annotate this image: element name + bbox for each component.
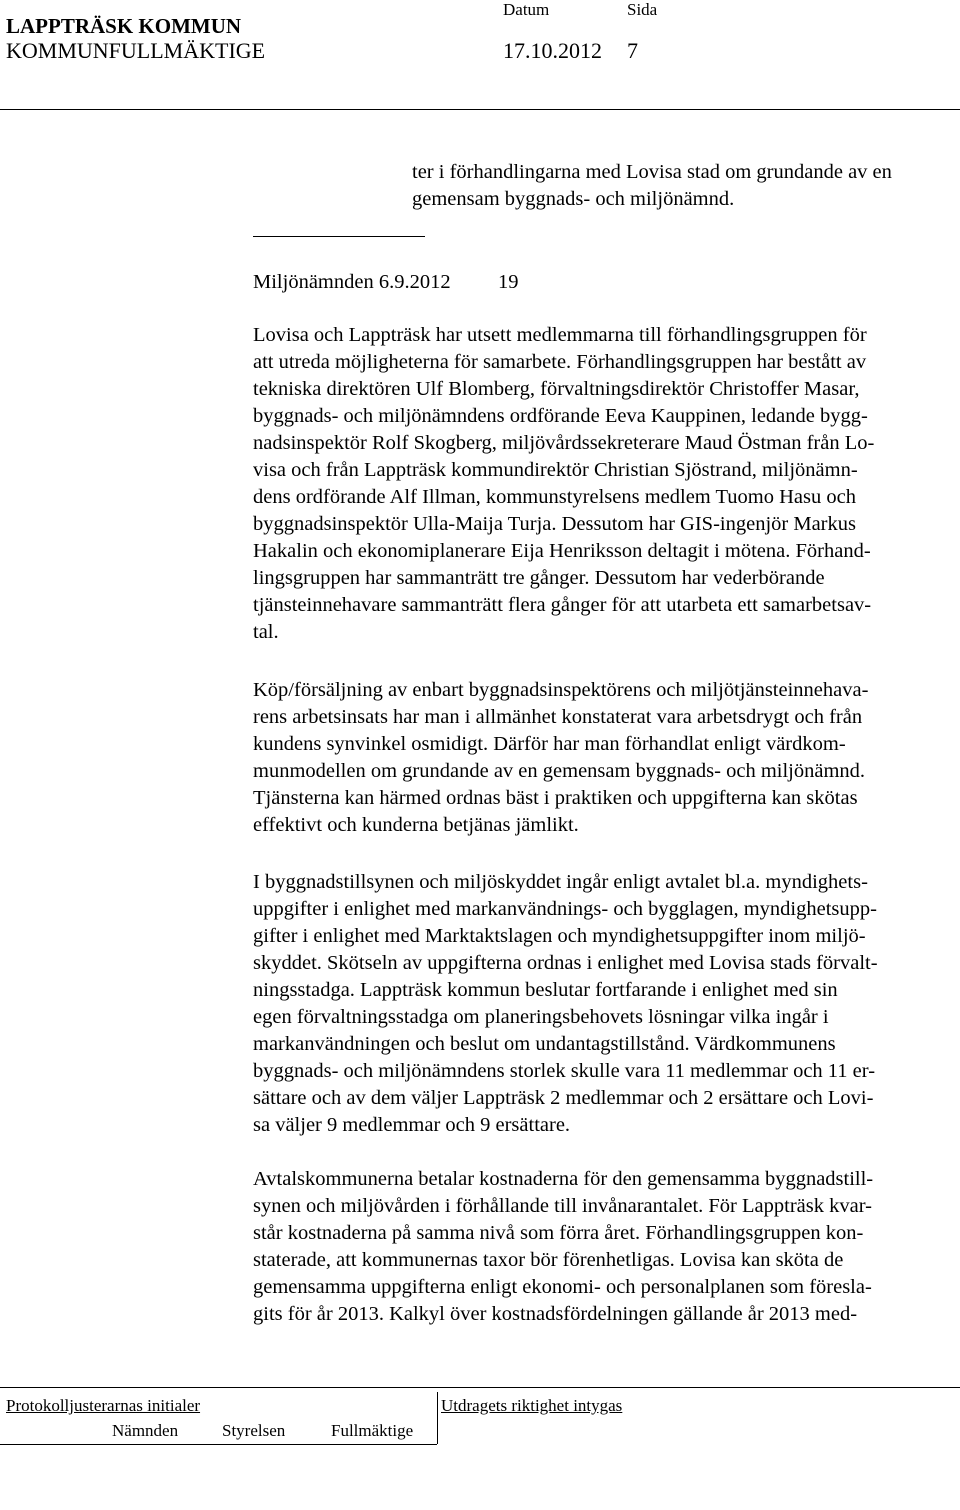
- paragraph-line: sa väljer 9 medlemmar och 9 ersättare.: [253, 1114, 571, 1136]
- paragraph-line: synen och miljövården i förhållande till invånarantalet. För Lappträsk kvar-: [253, 1195, 872, 1217]
- paragraph-line: dens ordförande Alf Illman, kommunstyrelsens medlem Tuomo Hasu och: [253, 486, 856, 508]
- paragraph-line: I byggnadstillsynen och miljöskyddet ingår enligt avtalet bl.a. myndighets-: [253, 871, 868, 893]
- date-label: Datum: [503, 0, 550, 19]
- paragraph-line: Tjänsterna kan härmed ordnas bäst i praktiken och uppgifterna kan skötas: [253, 787, 858, 809]
- paragraph-line: uppgifter i enlighet med markanvändnings- och bygglagen, myndighetsupp-: [253, 898, 877, 920]
- paragraph-line: byggnads- och miljönämndens ordförande Eeva Kauppinen, ledande bygg-: [253, 405, 868, 427]
- paragraph-line: gits för år 2013. Kalkyl över kostnadsfördelningen gällande år 2013 med-: [253, 1303, 858, 1325]
- paragraph-line: munmodellen om grundande av en gemensam byggnads- och miljönämnd.: [253, 760, 866, 782]
- footer-col-namnden: Nämnden: [112, 1421, 179, 1440]
- paragraph-line: tal.: [253, 621, 279, 643]
- continuation-line: ter i förhandlingarna med Lovisa stad om grundande av en: [412, 161, 892, 183]
- paragraph-line: ningsstadga. Lappträsk kommun beslutar fortfarande i enlighet med sin: [253, 979, 838, 1001]
- paragraph-line: Avtalskommunerna betalar kostnaderna för den gemensamma byggnadstill-: [253, 1168, 874, 1190]
- paragraph-line: gemensamma uppgifterna enligt ekonomi- och personalplanen som föresla-: [253, 1276, 872, 1298]
- meeting-date: 17.10.2012: [503, 38, 602, 63]
- paragraph-line: står kostnaderna på samma nivå som förra året. Förhandlingsgruppen kon-: [253, 1222, 864, 1244]
- paragraph-line: nadsinspektör Rolf Skogberg, miljövårdssekreterare Maud Östman från Lo-: [253, 432, 875, 454]
- paragraph-line: byggnadsinspektör Ulla-Maija Turja. Dessutom har GIS-ingenjör Markus: [253, 513, 856, 535]
- paragraph-line: tjänsteinnehavare sammanträtt flera gånger för att utarbeta ett samarbetsav-: [253, 594, 872, 616]
- continuation-line: gemensam byggnads- och miljönämnd.: [412, 188, 735, 210]
- paragraph-line: skyddet. Skötseln av uppgifterna ordnas i enlighet med Lovisa stads förvalt-: [253, 952, 878, 974]
- org-name: LAPPTRÄSK KOMMUN: [6, 14, 242, 38]
- page-label: Sida: [627, 0, 658, 19]
- section-number: 19: [498, 271, 519, 293]
- paragraph-line: byggnads- och miljönämndens storlek skulle vara 11 medlemmar och 11 er-: [253, 1060, 876, 1082]
- footer-col-fullmaktige: Fullmäktige: [331, 1421, 414, 1440]
- paragraph-line: effektivt och kunderna betjänas jämlikt.: [253, 814, 579, 836]
- committee-reference: Miljönämnden 6.9.2012: [253, 271, 451, 293]
- paragraph-line: Lovisa och Lappträsk har utsett medlemmarna till förhandlingsgruppen för: [253, 324, 867, 346]
- verified-label: Utdragets riktighet intygas: [441, 1396, 623, 1415]
- footer-rule: [0, 1387, 960, 1388]
- section-separator: [253, 236, 425, 237]
- header-rule: [0, 109, 960, 110]
- paragraph-line: egen förvaltningsstadga om planeringsbehovets lösningar vilka ingår i: [253, 1006, 829, 1028]
- body-name: KOMMUNFULLMÄKTIGE: [6, 38, 266, 63]
- paragraph-line: visa och från Lappträsk kommundirektör Christian Sjöstrand, miljönämn-: [253, 459, 858, 481]
- paragraph-line: rens arbetsinsats har man i allmänhet konstaterat vara arbetsdrygt och från: [253, 706, 863, 728]
- paragraph-line: gifter i enlighet med Marktaktslagen och myndighetsuppgifter inom miljö-: [253, 925, 866, 947]
- paragraph-line: Hakalin och ekonomiplanerare Eija Henriksson deltagit i mötena. Förhand-: [253, 540, 871, 562]
- initials-label: Protokolljusterarnas initialer: [6, 1396, 201, 1415]
- footer-divider: [437, 1392, 438, 1444]
- page-number: 7: [627, 38, 638, 63]
- paragraph-line: kundens synvinkel osmidigt. Därför har man förhandlat enligt värdkom-: [253, 733, 846, 755]
- paragraph-line: tekniska direktören Ulf Blomberg, förvaltningsdirektör Christoffer Masar,: [253, 378, 860, 400]
- paragraph-line: att utreda möjligheterna för samarbete. Förhandlingsgruppen har bestått av: [253, 351, 867, 373]
- paragraph-line: staterade, att kommunernas taxor bör förenhetligas. Lovisa kan sköta de: [253, 1249, 844, 1271]
- paragraph-line: lingsgruppen har sammanträtt tre gånger. Dessutom har vederbörande: [253, 567, 825, 589]
- footer-col-styrelsen: Styrelsen: [222, 1421, 286, 1440]
- paragraph-line: Köp/försäljning av enbart byggnadsinspektörens och miljötjänsteinnehava-: [253, 679, 869, 701]
- paragraph-line: markanvändningen och beslut om undantagstillstånd. Värdkommunens: [253, 1033, 836, 1055]
- paragraph-line: sättare och av dem väljer Lappträsk 2 medlemmar och 2 ersättare och Lovi-: [253, 1087, 874, 1109]
- footer-bottom-rule: [0, 1444, 437, 1445]
